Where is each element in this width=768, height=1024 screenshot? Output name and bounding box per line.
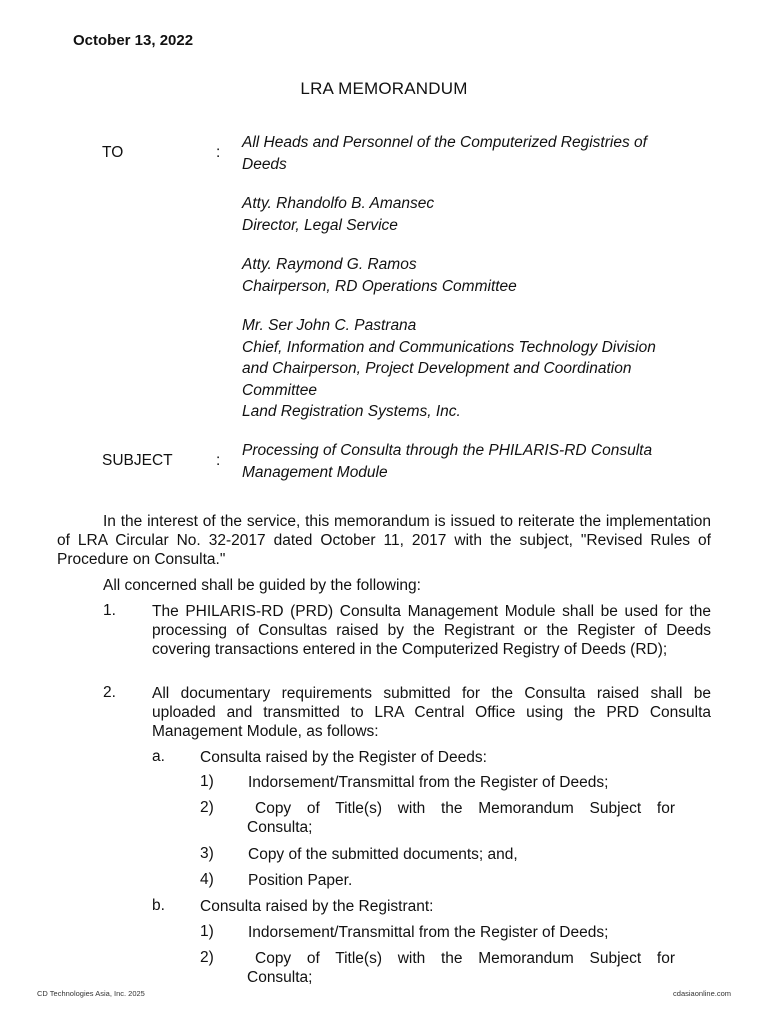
sub-letter-b: b. bbox=[152, 897, 165, 914]
sub-item-number: 1) bbox=[200, 773, 214, 790]
subject-line: Management Module bbox=[242, 463, 388, 481]
recipient-line: Mr. Ser John C. Pastrana bbox=[242, 317, 417, 334]
recipient-line: Deeds bbox=[242, 155, 287, 173]
recipient-line: All Heads and Personnel of the Computerized Registries of bbox=[242, 134, 647, 151]
sub-item-text: Copy of Title(s) with the Memorandum Subject for bbox=[255, 800, 675, 817]
sub-a-text: Consulta raised by the Register of Deeds: bbox=[200, 749, 487, 766]
recipient-2 bbox=[242, 193, 712, 236]
to-colon: : bbox=[216, 144, 221, 161]
item-number: 2. bbox=[103, 684, 116, 701]
recipient-3 bbox=[242, 254, 712, 297]
item-text: All documentary requirements submitted for the Consulta raised shall be uploaded and transmitted to LRA Central Office using the PRD Consulta Management Module, as follows: bbox=[152, 685, 711, 740]
item-number: 1. bbox=[103, 602, 116, 619]
subject-label: SUBJECT bbox=[102, 452, 173, 469]
recipient-1 bbox=[242, 132, 712, 175]
subject-text bbox=[242, 440, 712, 483]
sub-item-text: Copy of Title(s) with the Memorandum Subject for bbox=[255, 950, 675, 967]
sub-item-text: Indorsement/Transmittal from the Register of Deeds; bbox=[248, 774, 609, 791]
sub-item-text-cont: Consulta; bbox=[247, 969, 313, 986]
recipient-line: Chief, Information and Communications Technology Division bbox=[242, 338, 656, 356]
sub-b-text: Consulta raised by the Registrant: bbox=[200, 898, 434, 915]
recipient-line: Land Registration Systems, Inc. bbox=[242, 403, 461, 420]
memo-date: October 13, 2022 bbox=[73, 32, 194, 49]
recipient-4 bbox=[242, 315, 712, 423]
intro-paragraph: In the interest of the service, this memorandum is issued to reiterate the implementation of LRA Circular No. 32-2017 dated October 11, 2017 with the subject, "Revised Rules of Procedure on Consulta." bbox=[57, 513, 711, 568]
guided-line: All concerned shall be guided by the following: bbox=[103, 577, 421, 594]
sub-item-text: Position Paper. bbox=[248, 872, 353, 889]
subject-line: Processing of Consulta through the PHILARIS-RD Consulta bbox=[242, 442, 653, 459]
footer-copyright: CD Technologies Asia, Inc. 2025 bbox=[37, 989, 145, 998]
recipient-line: and Chairperson, Project Development and Coordination bbox=[242, 360, 632, 377]
sub-item-number: 1) bbox=[200, 923, 214, 940]
recipient-line: Director, Legal Service bbox=[242, 216, 398, 234]
recipient-line: Chairperson, RD Operations Committee bbox=[242, 277, 517, 295]
sub-item-number: 4) bbox=[200, 871, 214, 888]
sub-item-number: 2) bbox=[200, 799, 214, 816]
sub-item-number: 2) bbox=[200, 949, 214, 966]
recipient-line: Atty. Raymond G. Ramos bbox=[242, 256, 417, 273]
sub-item-text-cont: Consulta; bbox=[247, 819, 313, 836]
subject-colon: : bbox=[216, 452, 221, 469]
recipient-line: Atty. Rhandolfo B. Amansec bbox=[242, 195, 435, 212]
recipient-line: Committee bbox=[242, 381, 317, 399]
footer-site: cdasiaonline.com bbox=[673, 989, 731, 998]
item-text: The PHILARIS-RD (PRD) Consulta Management Module shall be used for the processing of Consultas raised by the Registrant or the Register of Deeds covering transactions entered in the Computerized Registry of Deeds (RD); bbox=[152, 603, 711, 658]
memo-title: LRA MEMORANDUM bbox=[300, 79, 468, 98]
to-label: TO bbox=[102, 144, 124, 161]
sub-letter-a: a. bbox=[152, 748, 165, 765]
sub-item-number: 3) bbox=[200, 845, 214, 862]
sub-item-text: Copy of the submitted documents; and, bbox=[248, 846, 518, 863]
sub-item-text: Indorsement/Transmittal from the Register of Deeds; bbox=[248, 924, 609, 941]
